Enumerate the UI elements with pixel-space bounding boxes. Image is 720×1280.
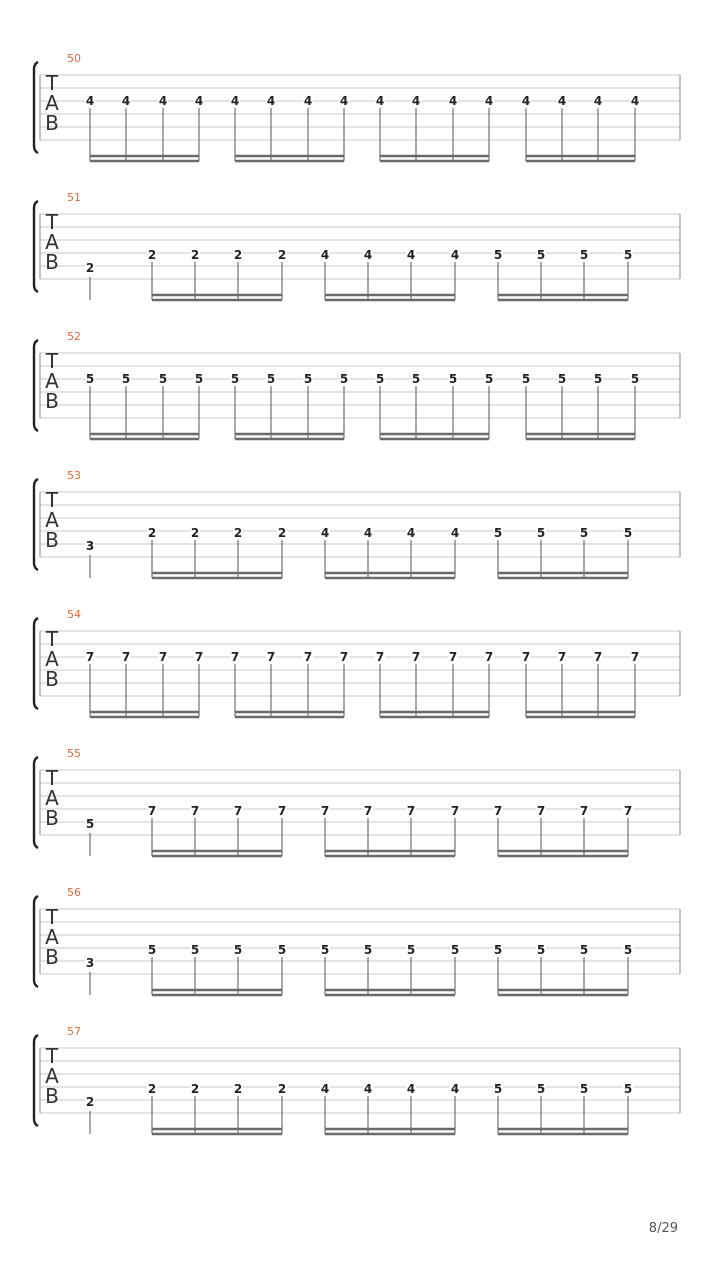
fret-number: 4: [450, 248, 460, 262]
fret-number: 2: [277, 526, 287, 540]
fret-number: 4: [303, 94, 313, 108]
fret-number: 5: [493, 1082, 503, 1096]
fret-number: 5: [630, 372, 640, 386]
fret-number: 7: [406, 804, 416, 818]
fret-number: 2: [277, 248, 287, 262]
fret-number: 7: [121, 650, 131, 664]
fret-number: 7: [448, 650, 458, 664]
fret-number: 7: [557, 650, 567, 664]
fret-number: 4: [363, 1082, 373, 1096]
tab-letter-b: B: [45, 806, 59, 830]
fret-number: 4: [521, 94, 531, 108]
tab-system-51: [34, 191, 680, 300]
fret-number: 5: [230, 372, 240, 386]
fret-number: 5: [579, 1082, 589, 1096]
fret-number: 5: [557, 372, 567, 386]
fret-number: 5: [623, 248, 633, 262]
fret-number: 5: [536, 248, 546, 262]
tab-system-56: [34, 886, 680, 995]
fret-number: 4: [484, 94, 494, 108]
tab-letter-a: A: [45, 369, 59, 393]
fret-number: 4: [121, 94, 131, 108]
measure-number: 52: [67, 330, 81, 343]
fret-number: 7: [147, 804, 157, 818]
fret-number-pickup: 5: [85, 817, 95, 831]
fret-number: 5: [266, 372, 276, 386]
fret-number: 5: [147, 943, 157, 957]
fret-number: 5: [484, 372, 494, 386]
system-bracket: [34, 201, 38, 292]
tab-letter-t: T: [45, 905, 59, 929]
fret-number: 7: [579, 804, 589, 818]
fret-number: 7: [630, 650, 640, 664]
fret-number: 5: [194, 372, 204, 386]
tab-system-57: [34, 1025, 680, 1134]
system-bracket: [34, 1035, 38, 1126]
fret-number: 5: [190, 943, 200, 957]
fret-number: 7: [194, 650, 204, 664]
tab-letter-t: T: [45, 488, 59, 512]
fret-number: 4: [406, 526, 416, 540]
fret-number: 7: [85, 650, 95, 664]
measure-number: 55: [67, 747, 81, 760]
measure-number: 54: [67, 608, 81, 621]
fret-number-pickup: 2: [85, 1095, 95, 1109]
fret-number: 7: [411, 650, 421, 664]
fret-number: 5: [303, 372, 313, 386]
fret-number: 5: [593, 372, 603, 386]
system-bracket: [34, 62, 38, 153]
fret-number-pickup: 3: [85, 956, 95, 970]
fret-number: 4: [406, 1082, 416, 1096]
tab-letter-t: T: [45, 1044, 59, 1068]
fret-number: 5: [448, 372, 458, 386]
fret-number: 5: [158, 372, 168, 386]
tab-system-50: [34, 52, 680, 161]
fret-number: 5: [536, 526, 546, 540]
fret-number: 4: [339, 94, 349, 108]
fret-number: 2: [147, 526, 157, 540]
fret-number: 7: [484, 650, 494, 664]
fret-number: 7: [233, 804, 243, 818]
measure-number: 51: [67, 191, 81, 204]
fret-number: 4: [320, 526, 330, 540]
fret-number: 4: [266, 94, 276, 108]
system-bracket: [34, 340, 38, 431]
tab-letter-t: T: [45, 627, 59, 651]
fret-number: 5: [411, 372, 421, 386]
tab-letter-b: B: [45, 389, 59, 413]
fret-number: 7: [266, 650, 276, 664]
fret-number: 5: [536, 1082, 546, 1096]
fret-number: 5: [493, 943, 503, 957]
fret-number: 7: [363, 804, 373, 818]
fret-number: 7: [375, 650, 385, 664]
tab-letter-b: B: [45, 667, 59, 691]
fret-number: 4: [448, 94, 458, 108]
fret-number: 2: [190, 1082, 200, 1096]
system-bracket: [34, 896, 38, 987]
fret-number: 5: [320, 943, 330, 957]
fret-number: 4: [593, 94, 603, 108]
tab-letter-a: A: [45, 1064, 59, 1088]
fret-number-pickup: 3: [85, 539, 95, 553]
tab-letter-t: T: [45, 71, 59, 95]
tab-letter-t: T: [45, 766, 59, 790]
fret-number: 7: [339, 650, 349, 664]
tab-letter-a: A: [45, 508, 59, 532]
tab-letter-a: A: [45, 91, 59, 115]
fret-number: 5: [363, 943, 373, 957]
fret-number: 2: [190, 248, 200, 262]
tab-letter-b: B: [45, 250, 59, 274]
fret-number: 2: [147, 1082, 157, 1096]
tab-letter-b: B: [45, 945, 59, 969]
fret-number: 7: [493, 804, 503, 818]
fret-number: 4: [557, 94, 567, 108]
fret-number: 5: [623, 1082, 633, 1096]
fret-number: 7: [158, 650, 168, 664]
fret-number: 4: [194, 94, 204, 108]
fret-number: 7: [623, 804, 633, 818]
fret-number: 4: [450, 526, 460, 540]
fret-number: 7: [536, 804, 546, 818]
tab-system-52: [34, 330, 680, 439]
tab-letter-t: T: [45, 210, 59, 234]
fret-number: 4: [363, 248, 373, 262]
tab-letter-b: B: [45, 111, 59, 135]
measure-number: 56: [67, 886, 81, 899]
fret-number: 5: [623, 943, 633, 957]
fret-number: 2: [233, 526, 243, 540]
fret-number: 2: [233, 1082, 243, 1096]
page-number: 8/29: [648, 1221, 678, 1236]
fret-number: 5: [579, 526, 589, 540]
fret-number: 5: [375, 372, 385, 386]
fret-number: 5: [493, 526, 503, 540]
fret-number: 5: [277, 943, 287, 957]
fret-number: 4: [411, 94, 421, 108]
fret-number: 4: [406, 248, 416, 262]
system-bracket: [34, 479, 38, 570]
fret-number: 5: [339, 372, 349, 386]
tab-system-55: [34, 747, 680, 856]
fret-number: 5: [233, 943, 243, 957]
fret-number: 5: [623, 526, 633, 540]
fret-number: 4: [85, 94, 95, 108]
fret-number: 7: [521, 650, 531, 664]
fret-number: 2: [233, 248, 243, 262]
fret-number: 5: [493, 248, 503, 262]
tab-system-53: [34, 469, 680, 578]
measure-number: 50: [67, 52, 81, 65]
tab-letter-a: A: [45, 786, 59, 810]
fret-number: 5: [406, 943, 416, 957]
tab-letter-t: T: [45, 349, 59, 373]
fret-number: 4: [320, 248, 330, 262]
fret-number: 2: [277, 1082, 287, 1096]
fret-number: 4: [375, 94, 385, 108]
fret-number: 4: [450, 1082, 460, 1096]
fret-number: 4: [363, 526, 373, 540]
fret-number: 7: [303, 650, 313, 664]
system-bracket: [34, 757, 38, 848]
system-bracket: [34, 618, 38, 709]
tab-letter-b: B: [45, 528, 59, 552]
fret-number: 5: [536, 943, 546, 957]
fret-number: 7: [320, 804, 330, 818]
fret-number: 7: [230, 650, 240, 664]
fret-number: 4: [230, 94, 240, 108]
fret-number: 7: [593, 650, 603, 664]
tab-letter-a: A: [45, 230, 59, 254]
fret-number: 4: [320, 1082, 330, 1096]
tab-letter-a: A: [45, 647, 59, 671]
fret-number: 4: [630, 94, 640, 108]
fret-number: 5: [521, 372, 531, 386]
fret-number: 7: [277, 804, 287, 818]
fret-number: 5: [85, 372, 95, 386]
fret-number: 5: [579, 248, 589, 262]
fret-number: 7: [190, 804, 200, 818]
tab-system-54: [34, 608, 680, 717]
tab-letter-b: B: [45, 1084, 59, 1108]
fret-number: 7: [450, 804, 460, 818]
fret-number-pickup: 2: [85, 261, 95, 275]
tab-letter-a: A: [45, 925, 59, 949]
fret-number: 2: [147, 248, 157, 262]
fret-number: 5: [450, 943, 460, 957]
fret-number: 4: [158, 94, 168, 108]
fret-number: 2: [190, 526, 200, 540]
measure-number: 57: [67, 1025, 81, 1038]
fret-number: 5: [121, 372, 131, 386]
fret-number: 5: [579, 943, 589, 957]
measure-number: 53: [67, 469, 81, 482]
